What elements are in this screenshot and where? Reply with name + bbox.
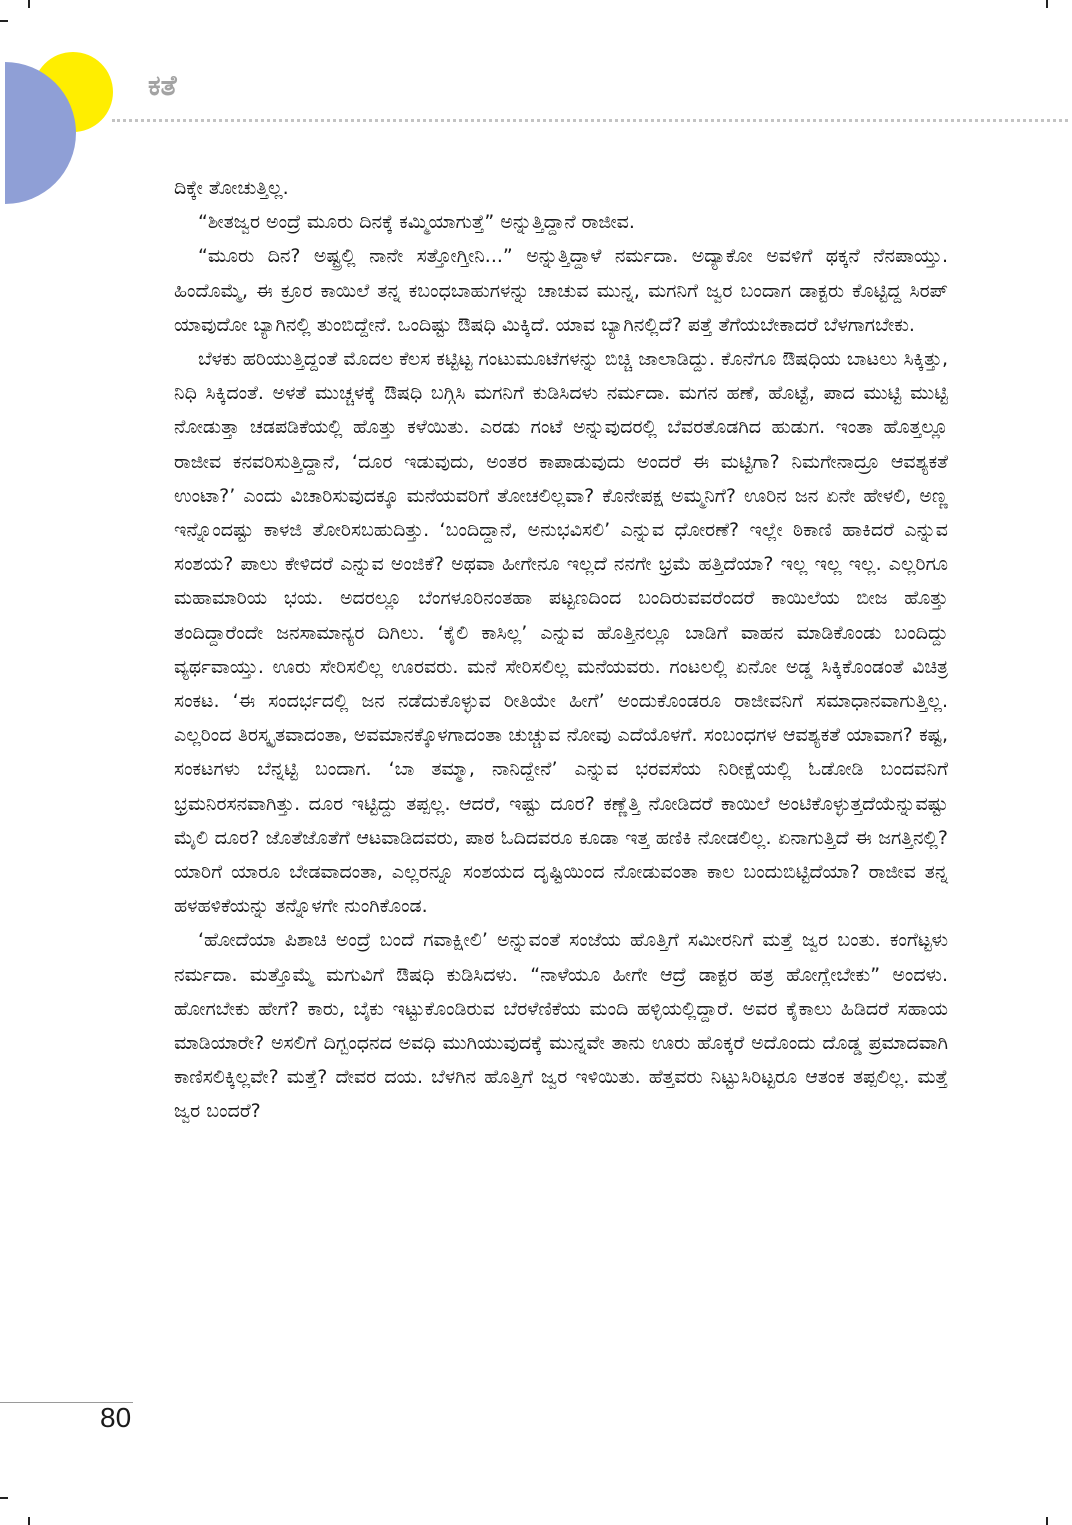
section-title: ಕತೆ [148, 69, 177, 102]
page-number: 80 [100, 1402, 132, 1433]
paragraph: ದಿಕ್ಕೇ ತೋಚುತ್ತಿಲ್ಲ. [174, 177, 289, 199]
crop-mark-left-lower [0, 1497, 8, 1499]
crop-mark-bottom-right [1046, 1517, 1048, 1525]
crop-mark-bottom-left [28, 1517, 30, 1525]
paragraph: ಬೆಳಕು ಹರಿಯುತ್ತಿದ್ದಂತೆ ಮೊದಲ ಕೆಲಸ ಕಟ್ಟಿಟ್ಟ ಗಂಟುಮೂಟೆಗಳನ್ನು ಬಿಚ್ಚಿ ಜಾಲಾಡಿದ್ದು. ಕೊನೆಗೂ ಔಷಧಿಯ ಬಾಟಲು ಸಿಕ್ಕಿತ್ತು, ನಿಧಿ ಸಿಕ್ಕಿದಂತೆ. ಅಳತೆ ಮುಚ್ಚಳಕ್ಕೆ ಔಷಧಿ ಬಗ್ಗಿಸಿ ಮಗನಿಗೆ ಕುಡಿಸಿದಳು ನರ್ಮದಾ. ಮಗನ ಹಣೆ, ಹೊಟ್ಟೆ, ಪಾದ ಮುಟ್ಟಿ ಮುಟ್ಟಿ ನೋಡುತ್ತಾ ಚಡಪಡಿಕೆಯಲ್ಲಿ ಹೊತ್ತು ಕಳೆಯಿತು. ಎರಡು ಗಂಟೆ ಅನ್ನುವುದರಲ್ಲಿ ಬೆವರತೊಡಗಿದ ಹುಡುಗ. ಇಂತಾ ಹೊತ್ತಲ್ಲೂ ರಾಜೀವ ಕನವರಿಸುತ್ತಿದ್ದಾನೆ, ‘ದೂರ ಇಡುವುದು, ಅಂತರ ಕಾಪಾಡುವುದು ಅಂದರೆ ಈ ಮಟ್ಟಿಗಾ? ನಿಮಗೇನಾದ್ರೂ ಆವಶ್ಯಕತೆ ಉಂಟಾ?’ ಎಂದು ವಿಚಾರಿಸುವುದಕ್ಕೂ ಮನೆಯವರಿಗೆ ತೋಚಲಿಲ್ಲವಾ? ಕೊನೇಪಕ್ಷ ಅಮ್ಮನಿಗೆ? ಊರಿನ ಜನ ಏನೇ ಹೇಳಲಿ, ಅಣ್ಣ ಇನ್ನೊಂದಷ್ಟು ಕಾಳಜಿ ತೋರಿಸಬಹುದಿತ್ತು. ‘ಬಂದಿದ್ದಾನೆ, ಅನುಭವಿಸಲಿ’ ಎನ್ನುವ ಧೋರಣೆ? ಇಲ್ಲೇ ಠಿಕಾಣಿ ಹಾಕಿದರೆ ಎನ್ನುವ ಸಂಶಯ? ಪಾಲು ಕೇಳಿದರೆ ಎನ್ನುವ ಅಂಜಿಕೆ? ಅಥವಾ ಹೀಗೇನೂ ಇಲ್ಲದೆ ನನಗೇ ಭ್ರಮೆ ಹತ್ತಿದೆಯಾ? ಇಲ್ಲ ಇಲ್ಲ ಇಲ್ಲ. ಎಲ್ಲರಿಗೂ ಮಹಾಮಾರಿಯ ಭಯ. ಅದರಲ್ಲೂ ಬೆಂಗಳೂರಿನಂತಹಾ ಪಟ್ಟಣದಿಂದ ಬಂದಿರುವವರೆಂದರೆ ಕಾಯಿಲೆಯ ಬೀಜ ಹೊತ್ತು ತಂದಿದ್ದಾರೆಂದೇ ಜನಸಾಮಾನ್ಯರ ದಿಗಿಲು. ‘ಕೈಲಿ ಕಾಸಿಲ್ಲ’ ಎನ್ನುವ ಹೊತ್ತಿನಲ್ಲೂ ಬಾಡಿಗೆ ವಾಹನ ಮಾಡಿಕೊಂಡು ಬಂದಿದ್ದು ವ್ಯರ್ಥವಾಯ್ತು. ಊರು ಸೇರಿಸಲಿಲ್ಲ ಊರವರು. ಮನೆ ಸೇರಿಸಲಿಲ್ಲ ಮನೆಯವರು. ಗಂಟಲಲ್ಲಿ ಏನೋ ಅಡ್ಡ ಸಿಕ್ಕಿಕೊಂಡಂತೆ ವಿಚಿತ್ರ ಸಂಕಟ. ‘ಈ ಸಂದರ್ಭದಲ್ಲಿ ಜನ ನಡೆದುಕೊಳ್ಳುವ ರೀತಿಯೇ ಹೀಗೆ’ ಅಂದುಕೊಂಡರೂ ರಾಜೀವನಿಗೆ ಸಮಾಧಾನವಾಗುತ್ತಿಲ್ಲ. ಎಲ್ಲರಿಂದ ತಿರಸ್ಕೃತವಾದಂತಾ, ಅವಮಾನಕ್ಕೊಳಗಾದಂತಾ ಚುಚ್ಚುವ ನೋವು ಎದೆಯೊಳಗೆ. ಸಂಬಂಧಗಳ ಆವಶ್ಯಕತೆ ಯಾವಾಗ? ಕಷ್ಟ, ಸಂಕಟಗಳು ಬೆನ್ನಟ್ಟಿ ಬಂದಾಗ. ‘ಬಾ ತಮ್ಮಾ, ನಾನಿದ್ದೇನೆ’ ಎನ್ನುವ ಭರವಸೆಯ ನಿರೀಕ್ಷೆಯಲ್ಲಿ ಓಡೋಡಿ ಬಂದವನಿಗೆ ಭ್ರಮನಿರಸನವಾಗಿತ್ತು. ದೂರ ಇಟ್ಟಿದ್ದು ತಪ್ಪಲ್ಲ. ಆದರೆ, ಇಷ್ಟು ದೂರ? ಕಣ್ಣೆತ್ತಿ ನೋಡಿದರೆ ಕಾಯಿಲೆ ಅಂಟಿಕೊಳ್ಳುತ್ತದೆಯೆನ್ನುವಷ್ಟು ಮೈಲಿ ದೂರ? ಜೊತೆಜೊತೆಗೆ ಆಟವಾಡಿದವರು, ಪಾಠ ಓದಿದವರೂ ಕೂಡಾ ಇತ್ತ ಹಣಿಕಿ ನೋಡಲಿಲ್ಲ. ಏನಾಗುತ್ತಿದೆ ಈ ಜಗತ್ತಿನಲ್ಲಿ? ಯಾರಿಗೆ ಯಾರೂ ಬೇಡವಾದಂತಾ, ಎಲ್ಲರನ್ನೂ ಸಂಶಯದ ದೃಷ್ಟಿಯಿಂದ ನೋಡುವಂತಾ ಕಾಲ ಬಂದುಬಿಟ್ಟಿದೆಯಾ? ರಾಜೀವ ತನ್ನ ಹಳಹಳಿಕೆಯನ್ನು ತನ್ನೊಳಗೇ ನುಂಗಿಕೊಂಡ. [174, 348, 948, 918]
dotted-divider [112, 119, 1068, 122]
paragraph: “ಶೀತಜ್ವರ ಅಂದ್ರೆ ಮೂರು ದಿನಕ್ಕೆ ಕಮ್ಮಿಯಾಗುತ್ತೆ” ಅನ್ನುತ್ತಿದ್ದಾನೆ ರಾಜೀವ. [198, 211, 635, 234]
paragraph: ‘ಹೋದೆಯಾ ಪಿಶಾಚಿ ಅಂದ್ರೆ ಬಂದೆ ಗವಾಕ್ಷೀಲಿ’ ಅನ್ನುವಂತೆ ಸಂಜೆಯ ಹೊತ್ತಿಗೆ ಸಮೀರನಿಗೆ ಮತ್ತೆ ಜ್ವರ ಬಂತು. ಕಂಗೆಟ್ಟಳು ನರ್ಮದಾ. ಮತ್ತೊಮ್ಮೆ ಮಗುವಿಗೆ ಔಷಧಿ ಕುಡಿಸಿದಳು. “ನಾಳೆಯೂ ಹೀಗೇ ಆದ್ರೆ ಡಾಕ್ಟರ ಹತ್ರ ಹೋಗ್ಲೇಬೇಕು” ಅಂದಳು. ಹೋಗಬೇಕು ಹೇಗೆ? ಕಾರು, ಬೈಕು ಇಟ್ಟುಕೊಂಡಿರುವ ಬೆರಳೆಣಿಕೆಯ ಮಂದಿ ಹಳ್ಳಿಯಲ್ಲಿದ್ದಾರೆ. ಅವರ ಕೈಕಾಲು ಹಿಡಿದರೆ ಸಹಾಯ ಮಾಡಿಯಾರೇ? ಅಸಲಿಗೆ ದಿಗ್ಬಂಧನದ ಅವಧಿ ಮುಗಿಯುವುದಕ್ಕೆ ಮುನ್ನವೇ ತಾನು ಊರು ಹೊಕ್ಕರೆ ಅದೊಂದು ದೊಡ್ಡ ಪ್ರಮಾದವಾಗಿ ಕಾಣಿಸಲಿಕ್ಕಿಲ್ಲವೇ? ಮತ್ತೆ? ದೇವರ ದಯ. ಬೆಳಗಿನ ಹೊತ್ತಿಗೆ ಜ್ವರ ಇಳಿಯಿತು. ಹೆತ್ತವರು ನಿಟ್ಟುಸಿರಿಟ್ಟರೂ ಆತಂಕ ತಪ್ಪಲಿಲ್ಲ. ಮತ್ತೆ ಜ್ವರ ಬಂದರೆ? [174, 929, 948, 1123]
crop-mark-top-right [1046, 0, 1048, 8]
story-body [174, 171, 948, 1129]
decorative-circles [0, 0, 140, 220]
paragraph: “ಮೂರು ದಿನ? ಅಷ್ಟ್ರಲ್ಲಿ ನಾನೇ ಸತ್ತೋಗ್ತೀನಿ...” ಅನ್ನುತ್ತಿದ್ದಾಳೆ ನರ್ಮದಾ. ಅದ್ಯಾಕೋ ಅವಳಿಗೆ ಥಕ್ಕನೆ ನೆನಪಾಯ್ತು. ಹಿಂದೊಮ್ಮೆ, ಈ ಕ್ರೂರ ಕಾಯಿಲೆ ತನ್ನ ಕಬಂಧಬಾಹುಗಳನ್ನು ಚಾಚುವ ಮುನ್ನ, ಮಗನಿಗೆ ಜ್ವರ ಬಂದಾಗ ಡಾಕ್ಟರು ಕೊಟ್ಟಿದ್ದ ಸಿರಪ್ ಯಾವುದೋ ಬ್ಯಾಗಿನಲ್ಲಿ ತುಂಬಿದ್ದೇನೆ. ಒಂದಿಷ್ಟು ಔಷಧಿ ಮಿಕ್ಕಿದೆ. ಯಾವ ಬ್ಯಾಗಿನಲ್ಲಿದೆ? ಪತ್ತೆ ತೆಗೆಯಬೇಕಾದರೆ ಬೆಳಗಾಗಬೇಕು. [174, 245, 948, 336]
